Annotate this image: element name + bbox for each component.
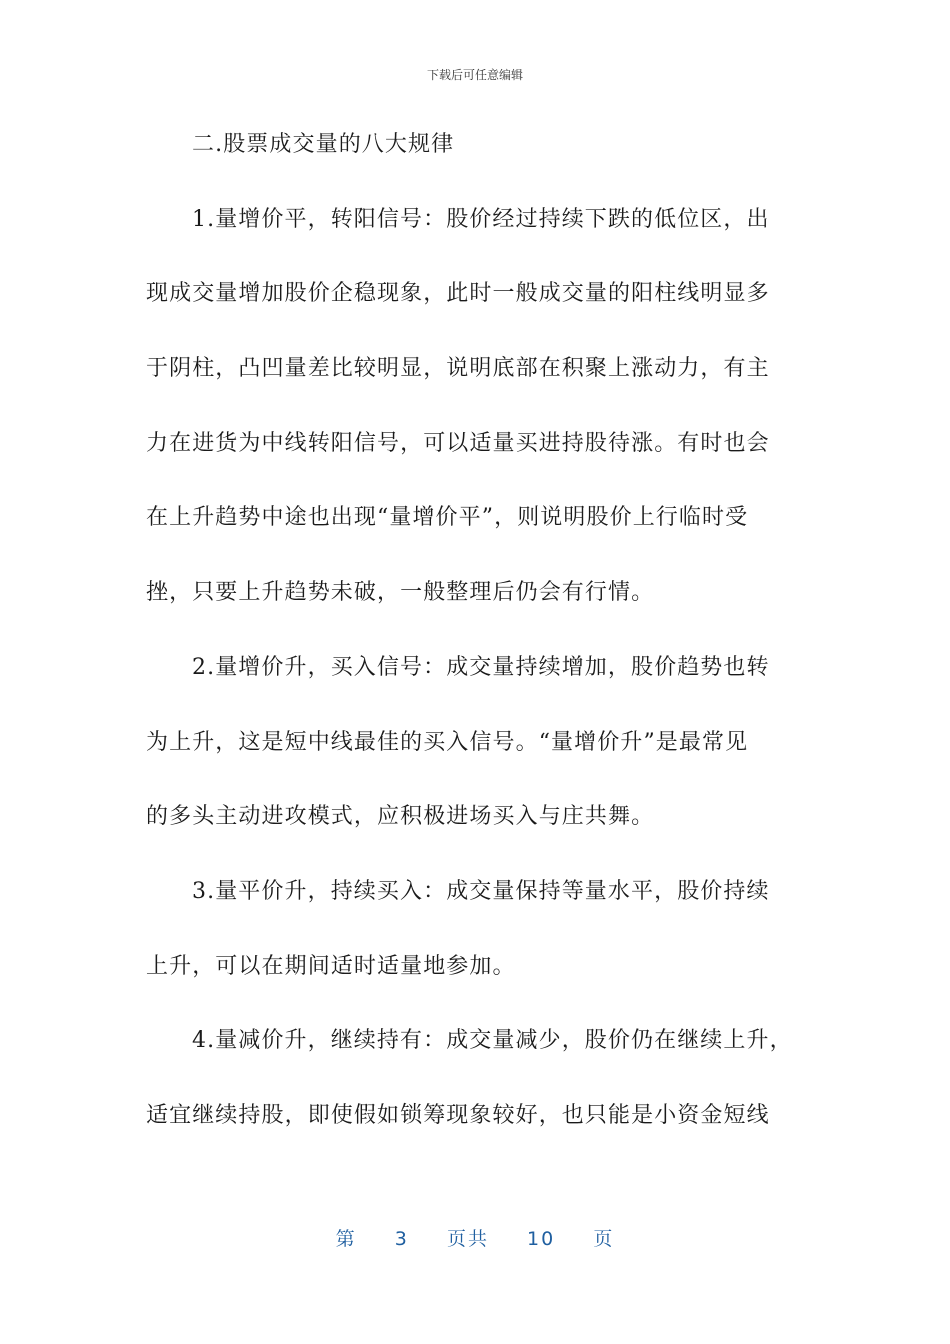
- paragraph-line: 上升，可以在期间适时适量地参加。: [146, 953, 516, 979]
- paragraph-line: 的多头主动进攻模式，应积极进场买入与庄共舞。: [146, 804, 655, 830]
- paragraph-line: 2.量增价升，买入信号：成交量持续增加，股价趋势也转: [192, 654, 770, 680]
- paragraph-line: 力在进货为中线转阳信号，可以适量买进持股待涨。有时也会: [146, 430, 770, 456]
- paragraph-line: 3.量平价升，持续买入：成交量保持等量水平，股价持续: [192, 878, 770, 904]
- footer-suffix: 页: [593, 1228, 615, 1250]
- section-heading: 二.股票成交量的八大规律: [192, 132, 455, 157]
- paragraph-line: 4.量减价升，继续持有：成交量减少，股价仍在继续上升，: [192, 1028, 793, 1054]
- current-page-number: 3: [394, 1228, 409, 1250]
- paragraph-line: 适宜继续持股，即使假如锁筹现象较好，也只能是小资金短线: [146, 1102, 770, 1128]
- page-header: 下载后可任意编辑: [426, 68, 523, 82]
- paragraph-line: 于阴柱，凸凹量差比较明显，说明底部在积聚上涨动力，有主: [146, 356, 770, 382]
- page-footer: [0, 1224, 950, 1251]
- paragraph-line: 1.量增价平，转阳信号：股价经过持续下跌的低位区，出: [192, 206, 770, 232]
- footer-middle: 页共: [446, 1228, 489, 1250]
- total-page-count: 10: [527, 1228, 556, 1250]
- paragraph-line: 在上升趋势中途也出现“量增价平”，则说明股价上行临时受: [146, 505, 749, 531]
- document-body: [146, 120, 796, 1166]
- paragraph-line: 现成交量增加股价企稳现象，此时一般成交量的阳柱线明显多: [146, 281, 770, 307]
- paragraph-line: 挫，只要上升趋势未破，一般整理后仍会有行情。: [146, 580, 655, 606]
- paragraph-line: 为上升，这是短中线最佳的买入信号。“量增价升”是最常见: [146, 729, 749, 755]
- footer-prefix: 第: [335, 1228, 357, 1250]
